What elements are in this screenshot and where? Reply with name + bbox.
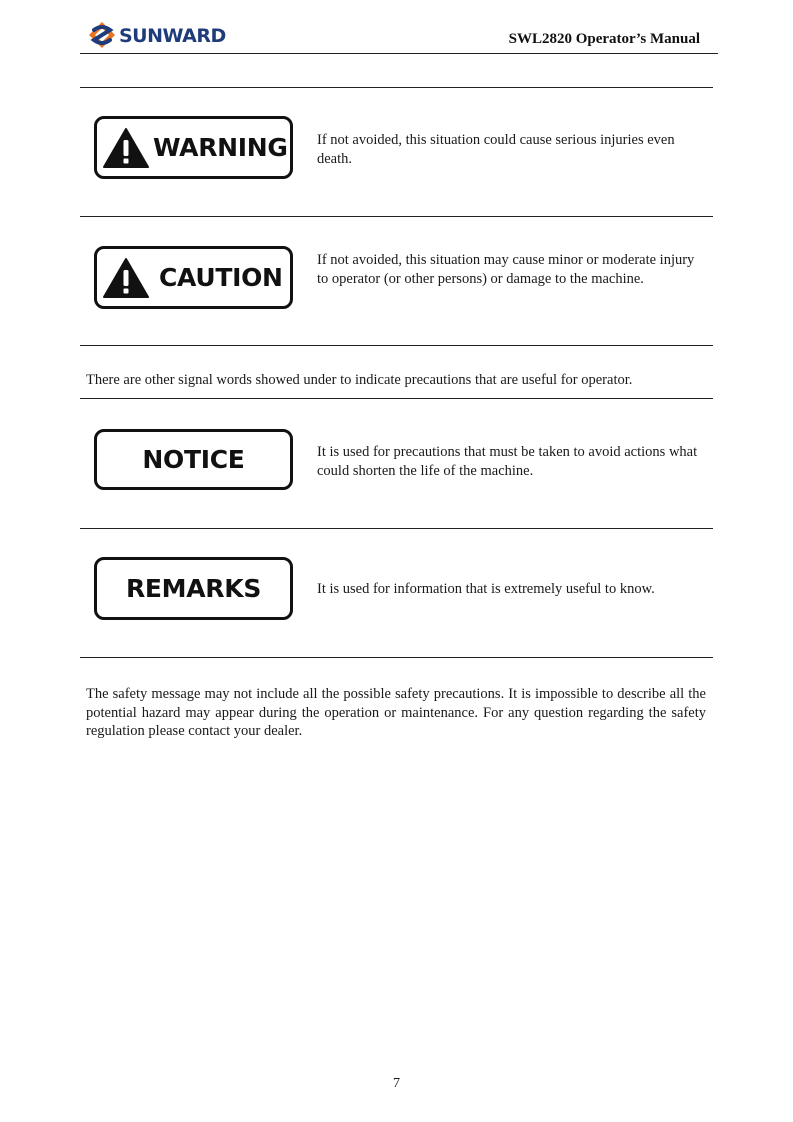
table-rule-5 — [80, 528, 713, 529]
table-rule-1 — [80, 87, 713, 88]
warning-sign — [94, 116, 293, 179]
notice-sign — [94, 429, 293, 490]
table-rule-3 — [80, 345, 713, 346]
sunward-logo — [88, 20, 226, 52]
warning-description: If not avoided, this situation could cause serious injuries even death. — [317, 132, 675, 167]
notice-word: NOTICE — [142, 445, 245, 474]
remarks-word: REMARKS — [125, 574, 262, 603]
other-signals-intro: There are other signal words showed under to indicate precautions that are useful for operator. — [86, 372, 633, 388]
page-number: 7 — [393, 1076, 400, 1091]
caution-triangle-icon — [103, 257, 149, 299]
table-rule-6 — [80, 657, 713, 658]
sunward-logo-icon — [88, 21, 116, 51]
header-divider — [80, 53, 718, 54]
remarks-description: It is used for information that is extremely useful to know. — [317, 581, 655, 597]
warning-word: WARNING — [153, 133, 288, 162]
warning-triangle-icon — [103, 127, 149, 169]
notice-description: It is used for precautions that must be taken to avoid actions what could shorten the life of the machine. — [317, 444, 698, 479]
caution-description: If not avoided, this situation may cause minor or moderate injury to operator (or other persons) or damage to the machine. — [317, 252, 695, 287]
caution-word: CAUTION — [159, 263, 283, 292]
closing-paragraph: The safety message may not include all the possible safety precautions. It is impossible to describe all the potential hazard may appear during the operation or maintenance. For any question regarding the safety regulation please contact your dealer. — [86, 686, 706, 739]
remarks-sign — [94, 557, 293, 620]
table-rule-2 — [80, 216, 713, 217]
table-rule-4 — [80, 398, 713, 399]
caution-sign — [94, 246, 293, 309]
manual-title: SWL2820 Operator’s Manual — [508, 31, 700, 47]
logo-text: SUNWARD — [119, 25, 226, 47]
